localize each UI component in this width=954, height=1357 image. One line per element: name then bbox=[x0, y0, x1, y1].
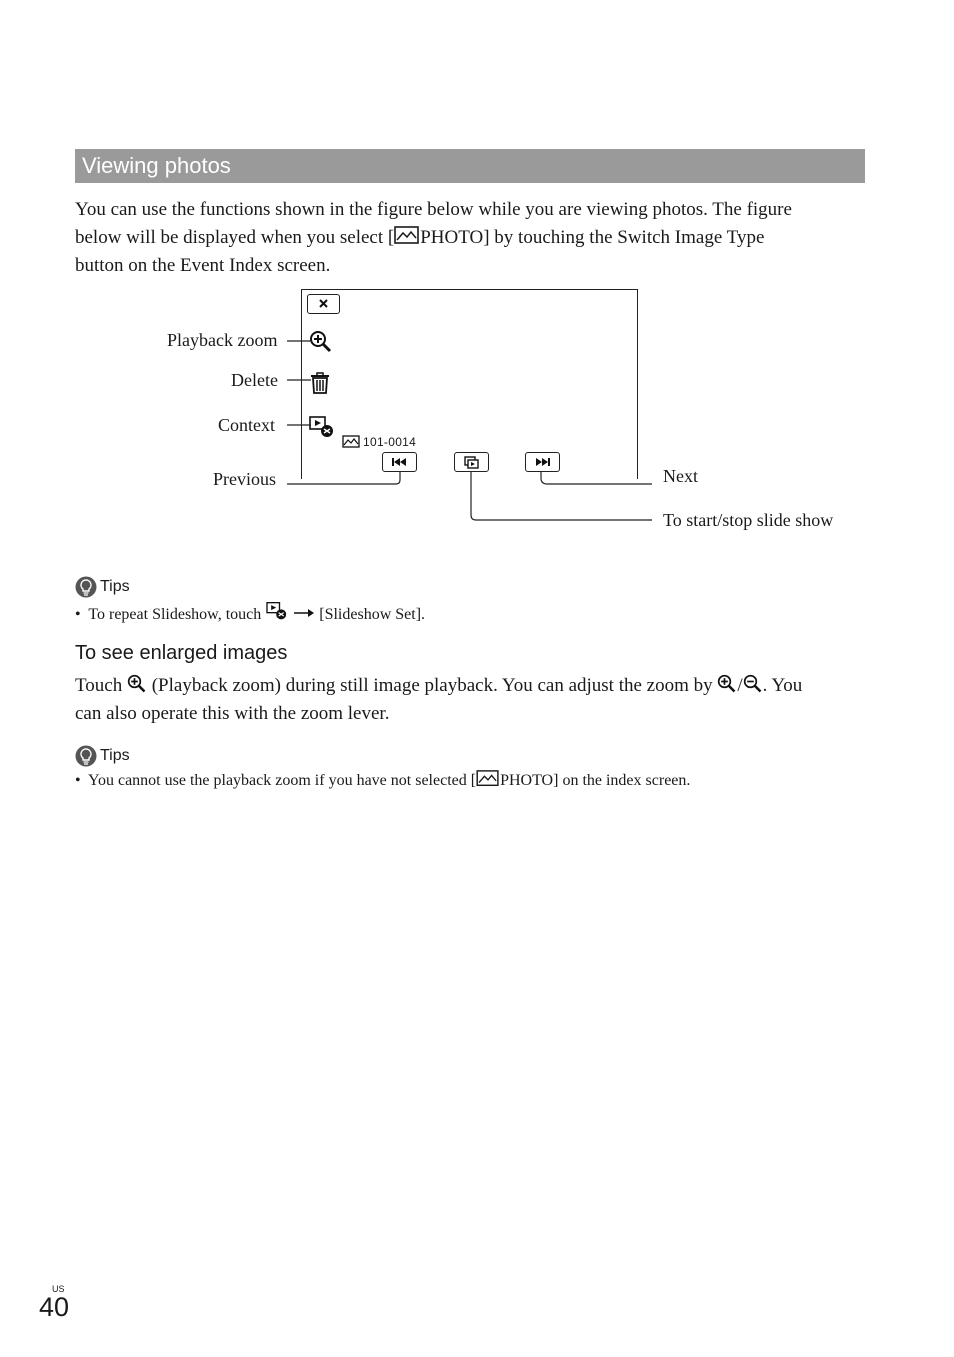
viewing-photos-figure bbox=[0, 0, 954, 560]
label-slideshow: To start/stop slide show bbox=[663, 510, 834, 530]
previous-button[interactable] bbox=[382, 452, 417, 472]
enlarged-line-1: Touch (Playback zoom) during still image playback. You can adjust the zoom by / . You bbox=[75, 675, 803, 696]
slideshow-button[interactable] bbox=[454, 452, 489, 472]
tip-item-1: • To repeat Slideshow, touch [Slideshow Set]. bbox=[75, 601, 875, 624]
tips-heading-1: Tips bbox=[75, 576, 875, 598]
label-context: Context bbox=[218, 415, 275, 435]
enlarged-paragraph bbox=[75, 672, 875, 728]
arrow-right-icon bbox=[293, 607, 315, 619]
subheading-enlarged-images: To see enlarged images bbox=[75, 642, 288, 664]
region-code: US bbox=[52, 1284, 65, 1294]
zoom-in-icon bbox=[717, 674, 737, 694]
context-icon bbox=[265, 601, 289, 621]
label-previous: Previous bbox=[213, 469, 276, 489]
trash-icon[interactable] bbox=[309, 371, 331, 395]
section-heading bbox=[75, 149, 865, 183]
close-button[interactable] bbox=[307, 294, 340, 314]
enlarged-line-2: can also operate this with the zoom lever. bbox=[75, 703, 390, 724]
tips-heading-2: Tips bbox=[75, 745, 875, 767]
intro-line-1: You can use the functions shown in the figure below while you are viewing photos. The figure bbox=[75, 199, 792, 220]
lightbulb-icon bbox=[75, 745, 97, 767]
tips-block-1 bbox=[75, 576, 875, 624]
label-next: Next bbox=[663, 466, 698, 486]
intro-line-3: button on the Event Index screen. bbox=[75, 255, 331, 276]
intro-paragraph bbox=[75, 196, 875, 280]
zoom-in-icon bbox=[127, 674, 147, 694]
next-icon bbox=[526, 453, 559, 471]
next-button[interactable] bbox=[525, 452, 560, 472]
lightbulb-icon bbox=[75, 576, 97, 598]
intro-line-2: below will be displayed when you select [ PHOTO] by touching the Switch Image Type bbox=[75, 227, 765, 248]
photo-icon bbox=[394, 226, 420, 246]
file-number: 101-0014 bbox=[363, 435, 417, 449]
leader-lines bbox=[0, 0, 954, 560]
zoom-in-icon[interactable] bbox=[309, 330, 333, 354]
previous-icon bbox=[383, 453, 416, 471]
context-icon[interactable] bbox=[309, 415, 335, 439]
lcd-screen-frame bbox=[301, 289, 638, 479]
photo-icon bbox=[476, 770, 500, 788]
page-number: 40 bbox=[39, 1292, 70, 1322]
slideshow-icon bbox=[455, 453, 488, 471]
photo-icon bbox=[342, 435, 360, 449]
label-playback-zoom: Playback zoom bbox=[167, 330, 278, 350]
section-title: Viewing photos bbox=[82, 153, 231, 178]
label-delete: Delete bbox=[231, 370, 278, 390]
close-icon bbox=[308, 295, 339, 313]
tip-item-2: • You cannot use the playback zoom if you have not selected [ PHOTO] on the index screen. bbox=[75, 772, 691, 789]
zoom-out-icon bbox=[743, 674, 763, 694]
bullet: • bbox=[75, 772, 81, 789]
tips-block-2 bbox=[75, 745, 875, 790]
bullet: • bbox=[75, 606, 81, 623]
